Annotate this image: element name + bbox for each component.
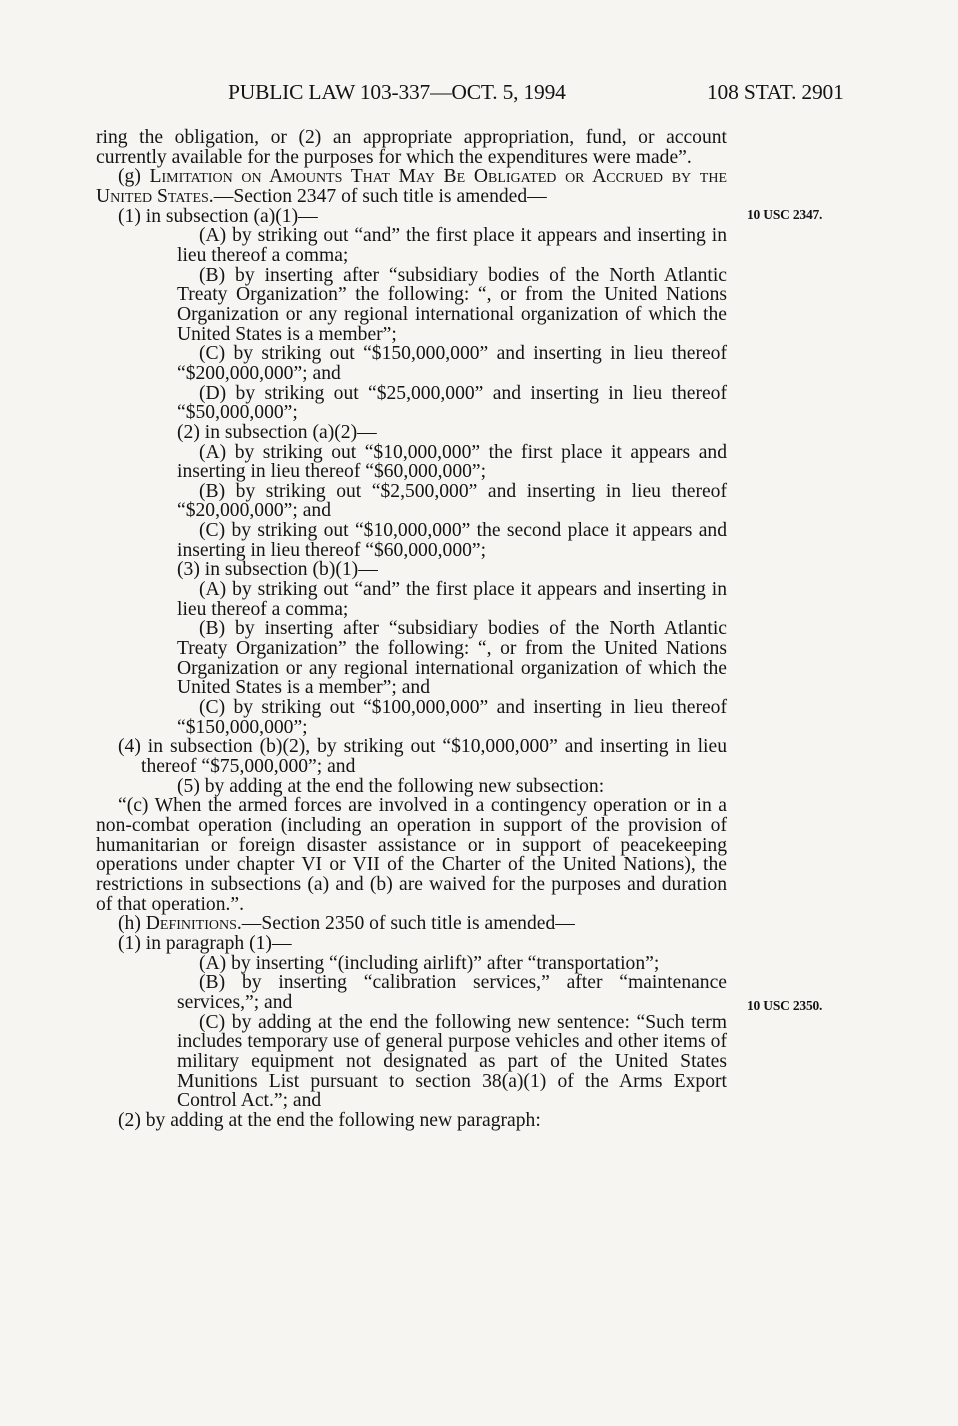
item-h1B: (B) by inserting “calibration services,” after “maintenance services,”; and (177, 972, 727, 1013)
item-g1B: (B) by inserting after “subsidiary bodies of the North Atlantic Treaty Organization” the following: “, or from the United Nations Organization or any regional international organization of which the United States is a member”; (177, 264, 727, 345)
item-g2B: (B) by striking out “$2,500,000” and inserting in lieu thereof “$20,000,000”; and (177, 480, 727, 522)
item-g1D: (D) by striking out “$25,000,000” and inserting in lieu thereof “$50,000,000”; (177, 382, 727, 424)
section-h-text: —Section 2350 of such title is amended— (241, 913, 575, 935)
item-g3C: (C) by striking out “$100,000,000” and inserting in lieu thereof “$150,000,000”; (177, 697, 727, 738)
item-g1A: (A) by striking out “and” the first place it appears and inserting in lieu thereof a comma; (177, 225, 727, 266)
page-stat-number: 108 STAT. 2901 (707, 80, 844, 104)
item-g2A: (A) by striking out “$10,000,000” the first place it appears and inserting in lieu thereof “$60,000,000”; (177, 441, 727, 483)
section-g-text: —Section 2347 of such title is amended— (213, 185, 547, 207)
section-g-heading-paragraph (96, 167, 727, 206)
section-h-label: (h) (118, 913, 146, 935)
margin-citation-2350: 10 USC 2350. (747, 998, 823, 1013)
item-h1: (1) in paragraph (1)— (118, 932, 292, 954)
section-g-heading: Limitation on Amounts That May Be Obligated or Accrued by the United States. (96, 166, 728, 207)
running-header-title: PUBLIC LAW 103-337—OCT. 5, 1994 (228, 80, 566, 104)
item-g3: (3) in subsection (b)(1)— (177, 559, 378, 581)
margin-citation-2347: 10 USC 2347. (747, 207, 823, 222)
new-subsection-c-quote: “(c) When the armed forces are involved in a contingency operation or in a non-combat operation (including an operation in support of the provision of humanitarian or foreign disaster assistance or in support of peacekeeping operations under chapter VI or VII of the Charter of the United Nations), the restrictions in subsections (a) and (b) are waived for the purposes and duration of that operation.”. (96, 795, 727, 915)
item-g3B: (B) by inserting after “subsidiary bodies of the North Atlantic Treaty Organization” the following: “, or from the United Nations Organization or any regional international organization of which the United States is a member”; and (177, 618, 727, 699)
item-g4: (4) in subsection (b)(2), by striking out “$10,000,000” and inserting in lieu thereof “$75,000,000”; and (118, 736, 727, 777)
paragraph-continuation: ring the obligation, or (2) an appropriate appropriation, fund, or account currently available for the purposes for which the expenditures were made”. (96, 127, 727, 168)
page-body (96, 128, 727, 1130)
item-g5: (5) by adding at the end the following new subsection: (177, 775, 605, 797)
section-h-heading: Definitions. (145, 913, 242, 935)
item-h2: (2) by adding at the end the following new paragraph: (118, 1109, 541, 1131)
item-g1C: (C) by striking out “$150,000,000” and inserting in lieu thereof “$200,000,000”; and (177, 343, 727, 384)
item-g2: (2) in subsection (a)(2)— (177, 421, 377, 443)
item-g1: (1) in subsection (a)(1)— (118, 205, 318, 227)
item-h1C: (C) by adding at the end the following new sentence: “Such term includes temporary use of general purpose vehicles and other items of military equipment not designated as part of the United States Munitions List pursuant to section 38(a)(1) of the Arms Export Control Act.”; and (177, 1011, 727, 1112)
section-h-heading-paragraph (96, 914, 727, 934)
section-g-label: (g) (118, 166, 150, 188)
item-h1A: (A) by inserting “(including airlift)” after “transportation”; (199, 952, 660, 974)
item-g2C: (C) by striking out “$10,000,000” the second place it appears and inserting in lieu thereof “$60,000,000”; (177, 520, 727, 561)
item-g3A: (A) by striking out “and” the first place it appears and inserting in lieu thereof a comma; (177, 579, 727, 620)
